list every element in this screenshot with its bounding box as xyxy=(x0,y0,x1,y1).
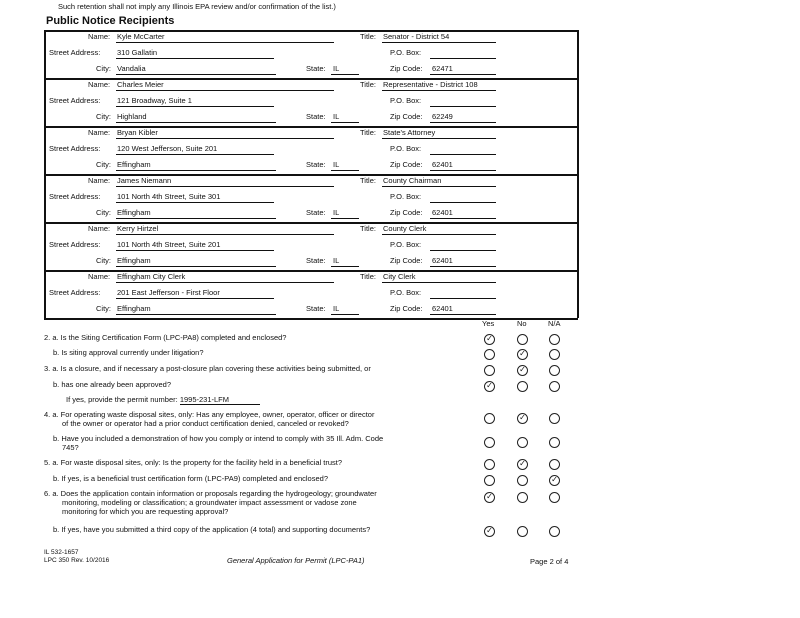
answer-header-na: N/A xyxy=(548,319,561,328)
question-text: b. has one already been approved? xyxy=(53,380,172,389)
recipient-city[interactable]: Effingham xyxy=(117,160,151,169)
recipient-name[interactable]: Kyle McCarter xyxy=(117,32,165,41)
recipient-name[interactable]: Bryan Kibler xyxy=(117,128,158,137)
recipient-state[interactable]: IL xyxy=(333,112,340,121)
recipient-street[interactable]: 201 East Jefferson - First Floor xyxy=(117,288,220,297)
recipient-state[interactable]: IL xyxy=(333,160,340,169)
recipient-left-border xyxy=(44,222,46,270)
recipient-left-border xyxy=(44,78,46,126)
title-underline xyxy=(382,42,496,43)
name-label: Name: xyxy=(88,224,111,233)
pobox-label: P.O. Box: xyxy=(390,192,422,201)
question-text: of the owner or operator had a prior conduct certification denied, canceled or revoked? xyxy=(62,419,349,428)
name-underline xyxy=(116,282,334,283)
answer-na-radio[interactable] xyxy=(549,437,560,448)
pobox-underline[interactable] xyxy=(430,58,496,59)
street-underline xyxy=(116,58,274,59)
footer-code-1: IL 532-1657 xyxy=(44,549,79,556)
recipient-title[interactable]: County Clerk xyxy=(383,224,427,233)
question-text: 3. a. Is a closure, and if necessary a post-closure plan covering these activities being submitted, or xyxy=(44,364,371,373)
city-underline xyxy=(116,266,276,267)
question-text: monitoring, modeling or classification; a groundwater impact assessment or vadose zone xyxy=(62,498,357,507)
question-text: b. If yes, is a beneficial trust certification form (LPC-PA9) completed and enclosed? xyxy=(53,474,328,483)
answer-no-radio[interactable] xyxy=(517,475,528,486)
question-text: 4. a. For operating waste disposal sites, only: Has any employee, owner, operator, officer or director xyxy=(44,410,375,419)
zip-underline xyxy=(430,314,496,315)
answer-na-radio[interactable] xyxy=(549,459,560,470)
question-text: monitoring for which you are requesting approval? xyxy=(62,507,229,516)
pobox-label: P.O. Box: xyxy=(390,288,422,297)
name-label: Name: xyxy=(88,176,111,185)
recipient-zip[interactable]: 62401 xyxy=(432,304,453,313)
answer-na-radio[interactable] xyxy=(549,492,560,503)
recipient-city[interactable]: Effingham xyxy=(117,304,151,313)
answer-no-radio[interactable] xyxy=(517,334,528,345)
answer-na-radio[interactable] xyxy=(549,526,560,537)
recipient-zip[interactable]: 62249 xyxy=(432,112,453,121)
recipient-city[interactable]: Effingham xyxy=(117,208,151,217)
name-label: Name: xyxy=(88,272,111,281)
title-underline xyxy=(382,234,496,235)
permit-number-line xyxy=(66,395,260,405)
recipient-name[interactable]: James Niemann xyxy=(117,176,172,185)
recipient-zip[interactable]: 62401 xyxy=(432,208,453,217)
recipient-left-border xyxy=(44,270,46,318)
street-label: Street Address: xyxy=(49,144,101,153)
street-underline xyxy=(116,250,274,251)
title-label: Title: xyxy=(360,272,376,281)
zip-label: Zip Code: xyxy=(390,304,423,313)
city-label: City: xyxy=(96,256,111,265)
answer-na-radio[interactable] xyxy=(549,365,560,376)
state-underline xyxy=(331,218,359,219)
recipient-title[interactable]: County Chairman xyxy=(383,176,442,185)
answer-yes-radio[interactable] xyxy=(484,334,495,345)
recipient-title[interactable]: State's Attorney xyxy=(383,128,436,137)
recipient-street[interactable]: 101 North 4th Street, Suite 301 xyxy=(117,192,221,201)
recipient-street[interactable]: 120 West Jefferson, Suite 201 xyxy=(117,144,218,153)
answer-na-radio[interactable] xyxy=(549,334,560,345)
answer-no-radio[interactable] xyxy=(517,437,528,448)
street-label: Street Address: xyxy=(49,288,101,297)
city-label: City: xyxy=(96,304,111,313)
name-label: Name: xyxy=(88,32,111,41)
recipient-right-border xyxy=(577,270,579,318)
city-label: City: xyxy=(96,64,111,73)
zip-underline xyxy=(430,170,496,171)
city-underline xyxy=(116,74,276,75)
name-underline xyxy=(116,234,334,235)
title-underline xyxy=(382,186,496,187)
title-label: Title: xyxy=(360,176,376,185)
answer-yes-radio[interactable] xyxy=(484,492,495,503)
answer-no-radio[interactable] xyxy=(517,381,528,392)
state-label: State: xyxy=(306,64,326,73)
answer-yes-radio[interactable] xyxy=(484,437,495,448)
recipient-street[interactable]: 101 North 4th Street, Suite 201 xyxy=(117,240,221,249)
recipient-state[interactable]: IL xyxy=(333,256,340,265)
recipient-state[interactable]: IL xyxy=(333,208,340,217)
recipient-right-border xyxy=(577,174,579,222)
recipient-title[interactable]: Senator - District 54 xyxy=(383,32,450,41)
pobox-label: P.O. Box: xyxy=(390,48,422,57)
zip-underline xyxy=(430,218,496,219)
recipient-state[interactable]: IL xyxy=(333,304,340,313)
pobox-underline[interactable] xyxy=(430,154,496,155)
zip-label: Zip Code: xyxy=(390,208,423,217)
question-text: b. Have you included a demonstration of how you comply or intend to comply with 35 Ill. Adm. Code xyxy=(53,434,384,443)
pobox-underline[interactable] xyxy=(430,298,496,299)
state-underline xyxy=(331,266,359,267)
zip-label: Zip Code: xyxy=(390,112,423,121)
question-text: b. If yes, have you submitted a third copy of the application (4 total) and supporting documents? xyxy=(53,525,371,534)
street-underline xyxy=(116,298,274,299)
footer-code-2: LPC 350 Rev. 10/2016 xyxy=(44,557,110,564)
city-underline xyxy=(116,170,276,171)
zip-label: Zip Code: xyxy=(390,160,423,169)
zip-underline xyxy=(430,266,496,267)
answer-no-radio[interactable] xyxy=(517,413,528,424)
recipient-left-border xyxy=(44,30,46,78)
answer-na-radio[interactable] xyxy=(549,413,560,424)
answer-header-yes: Yes xyxy=(482,319,495,328)
recipient-right-border xyxy=(577,30,579,78)
recipient-title[interactable]: Representative - District 108 xyxy=(383,80,478,89)
answer-yes-radio[interactable] xyxy=(484,475,495,486)
footer-form-title: General Application for Permit (LPC-PA1) xyxy=(227,556,365,565)
recipient-name[interactable]: Kerry Hirtzel xyxy=(117,224,159,233)
street-label: Street Address: xyxy=(49,192,101,201)
name-label: Name: xyxy=(88,128,111,137)
recipient-street[interactable]: 121 Broadway, Suite 1 xyxy=(117,96,192,105)
zip-underline xyxy=(430,122,496,123)
name-underline xyxy=(116,186,334,187)
answer-yes-radio[interactable] xyxy=(484,381,495,392)
zip-label: Zip Code: xyxy=(390,256,423,265)
street-label: Street Address: xyxy=(49,240,101,249)
recipient-name[interactable]: Charles Meier xyxy=(117,80,164,89)
recipient-city[interactable]: Highland xyxy=(117,112,147,121)
recipient-zip[interactable]: 62401 xyxy=(432,256,453,265)
answer-no-radio[interactable] xyxy=(517,492,528,503)
question-text: 2. a. Is the Siting Certification Form (LPC-PA8) completed and enclosed? xyxy=(44,333,287,342)
answer-yes-radio[interactable] xyxy=(484,349,495,360)
recipient-right-border xyxy=(577,78,579,126)
pobox-underline[interactable] xyxy=(430,106,496,107)
zip-underline xyxy=(430,74,496,75)
title-label: Title: xyxy=(360,128,376,137)
street-underline xyxy=(116,106,274,107)
zip-label: Zip Code: xyxy=(390,64,423,73)
street-underline xyxy=(116,154,274,155)
permit-number-value[interactable]: 1995-231-LFM xyxy=(180,395,260,405)
name-label: Name: xyxy=(88,80,111,89)
recipient-zip[interactable]: 62401 xyxy=(432,160,453,169)
state-label: State: xyxy=(306,256,326,265)
city-label: City: xyxy=(96,112,111,121)
state-underline xyxy=(331,170,359,171)
answer-header-no: No xyxy=(517,319,527,328)
state-label: State: xyxy=(306,304,326,313)
recipient-title[interactable]: City Clerk xyxy=(383,272,416,281)
recipient-left-border xyxy=(44,126,46,174)
recipient-city[interactable]: Effingham xyxy=(117,256,151,265)
title-underline xyxy=(382,138,496,139)
answer-no-radio[interactable] xyxy=(517,365,528,376)
street-underline xyxy=(116,202,274,203)
state-underline xyxy=(331,122,359,123)
permit-number-label: If yes, provide the permit number: xyxy=(66,395,178,404)
title-underline xyxy=(382,282,496,283)
answer-yes-radio[interactable] xyxy=(484,365,495,376)
pobox-underline[interactable] xyxy=(430,202,496,203)
answer-na-radio[interactable] xyxy=(549,349,560,360)
name-underline xyxy=(116,90,334,91)
recipient-state[interactable]: IL xyxy=(333,64,340,73)
recipient-divider xyxy=(44,318,578,320)
recipient-street[interactable]: 310 Gallatin xyxy=(117,48,158,57)
pobox-underline[interactable] xyxy=(430,250,496,251)
answer-na-radio[interactable] xyxy=(549,381,560,392)
recipient-right-border xyxy=(577,126,579,174)
pobox-label: P.O. Box: xyxy=(390,96,422,105)
question-text: 6. a. Does the application contain information or proposals regarding the hydrogeology; groundwater xyxy=(44,489,377,498)
answer-no-radio[interactable] xyxy=(517,526,528,537)
footer-page-number: Page 2 of 4 xyxy=(530,557,569,566)
top-note: Such retention shall not imply any Illinois EPA review and/or confirmation of the list.) xyxy=(58,2,336,11)
state-underline xyxy=(331,314,359,315)
recipient-city[interactable]: Vandalia xyxy=(117,64,146,73)
title-label: Title: xyxy=(360,80,376,89)
street-label: Street Address: xyxy=(49,48,101,57)
city-label: City: xyxy=(96,208,111,217)
name-underline xyxy=(116,42,334,43)
city-label: City: xyxy=(96,160,111,169)
section-title: Public Notice Recipients xyxy=(46,15,175,27)
city-underline xyxy=(116,314,276,315)
recipient-name[interactable]: Effingham City Clerk xyxy=(117,272,186,281)
recipient-right-border xyxy=(577,222,579,270)
answer-yes-radio[interactable] xyxy=(484,413,495,424)
question-text: 5. a. For waste disposal sites, only: Is the property for the facility held in a beneficial trust? xyxy=(44,458,343,467)
question-text: b. Is siting approval currently under litigation? xyxy=(53,348,204,357)
recipient-zip[interactable]: 62471 xyxy=(432,64,453,73)
recipient-left-border xyxy=(44,174,46,222)
street-label: Street Address: xyxy=(49,96,101,105)
answer-no-radio[interactable] xyxy=(517,459,528,470)
city-underline xyxy=(116,122,276,123)
name-underline xyxy=(116,138,334,139)
state-label: State: xyxy=(306,160,326,169)
answer-na-radio[interactable] xyxy=(549,475,560,486)
state-underline xyxy=(331,74,359,75)
answer-yes-radio[interactable] xyxy=(484,526,495,537)
answer-yes-radio[interactable] xyxy=(484,459,495,470)
state-label: State: xyxy=(306,112,326,121)
title-label: Title: xyxy=(360,224,376,233)
title-label: Title: xyxy=(360,32,376,41)
answer-no-radio[interactable] xyxy=(517,349,528,360)
state-label: State: xyxy=(306,208,326,217)
pobox-label: P.O. Box: xyxy=(390,144,422,153)
question-text: 745? xyxy=(62,443,79,452)
city-underline xyxy=(116,218,276,219)
pobox-label: P.O. Box: xyxy=(390,240,422,249)
title-underline xyxy=(382,90,496,91)
